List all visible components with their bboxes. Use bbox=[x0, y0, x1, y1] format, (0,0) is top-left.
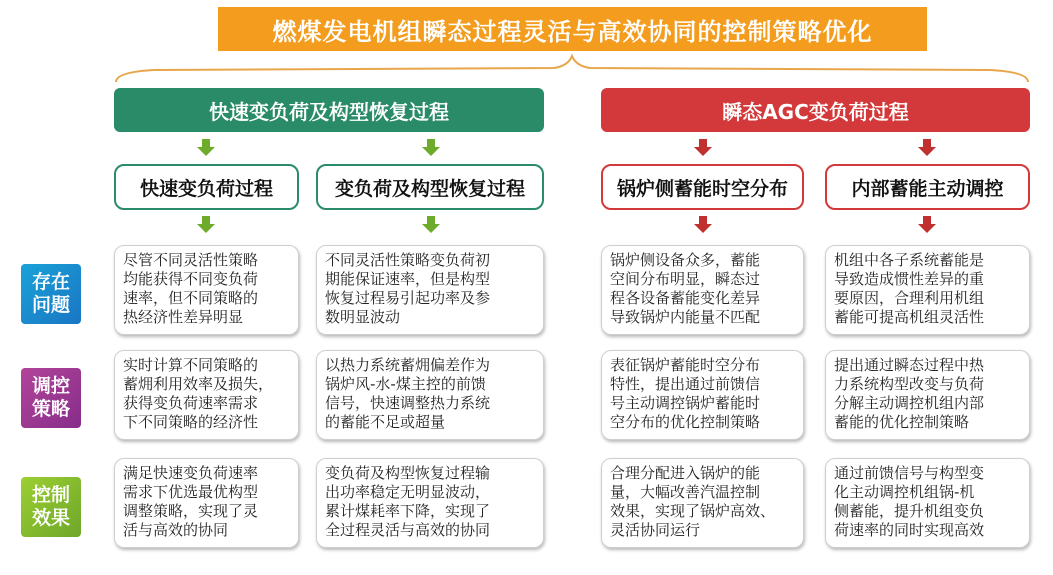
cell-problem-internal-storage: 机组中各子系统蓄能是 导致造成惯性差异的重 要原因，合理利用机组 蓄能可提高机组灵活性 bbox=[825, 245, 1030, 335]
cell-effect-config-recovery: 变负荷及构型恢复过程输 出功率稳定无明显波动， 累计煤耗率下降，实现了 全过程灵活与高效的协同 bbox=[316, 458, 544, 548]
column-header-load-config-recovery: 变负荷及构型恢复过程 bbox=[316, 164, 544, 210]
column-header-internal-storage-control: 内部蓄能主动调控 bbox=[825, 164, 1030, 210]
cell-strategy-fast-load: 实时计算不同策略的 蓄㶲利用效率及损失， 获得变负荷速率需求 下不同策略的经济性 bbox=[114, 350, 299, 440]
cell-effect-boiler-storage: 合理分配进入锅炉的能 量，大幅改善汽温控制 效果，实现了锅炉高效、 灵活协同运行 bbox=[601, 458, 804, 548]
cell-problem-config-recovery: 不同灵活性策略变负荷初 期能保证速率，但是构型 恢复过程易引起功率及参 数明显波动 bbox=[316, 245, 544, 335]
section-header-left: 快速变负荷及构型恢复过程 bbox=[114, 88, 544, 132]
cell-effect-internal-storage: 通过前馈信号与构型变 化主动调控机组锅-机 侧蓄能，提升机组变负 荷速率的同时实现高效 bbox=[825, 458, 1030, 548]
main-title: 燃煤发电机组瞬态过程灵活与高效协同的控制策略优化 bbox=[218, 7, 927, 51]
brace-connector bbox=[114, 52, 1030, 86]
cell-problem-fast-load: 尽管不同灵活性策略 均能获得不同变负荷 速率，但不同策略的 热经济性差异明显 bbox=[114, 245, 299, 335]
row-label-strategy: 调控 策略 bbox=[21, 368, 81, 428]
cell-strategy-boiler-storage: 表征锅炉蓄能时空分布 特性，提出通过前馈信 号主动调控锅炉蓄能时 空分布的优化控制策略 bbox=[601, 350, 804, 440]
row-label-effects: 控制 效果 bbox=[21, 477, 81, 537]
cell-effect-fast-load: 满足快速变负荷速率 需求下优选最优构型 调整策略，实现了灵 活与高效的协同 bbox=[114, 458, 299, 548]
cell-problem-boiler-storage: 锅炉侧设备众多，蓄能 空间分布明显，瞬态过 程各设备蓄能变化差异 导致锅炉内能量不匹配 bbox=[601, 245, 804, 335]
cell-strategy-internal-storage: 提出通过瞬态过程中热 力系统构型改变与负荷 分解主动调控机组内部 蓄能的优化控制策略 bbox=[825, 350, 1030, 440]
column-header-boiler-storage-distribution: 锅炉侧蓄能时空分布 bbox=[601, 164, 804, 210]
row-label-problems: 存在 问题 bbox=[21, 264, 81, 324]
column-header-fast-load-change: 快速变负荷过程 bbox=[114, 164, 299, 210]
cell-strategy-config-recovery: 以热力系统蓄㶲偏差作为 锅炉风-水-煤主控的前馈 信号，快速调整热力系统 的蓄能不足或超量 bbox=[316, 350, 544, 440]
section-header-right: 瞬态AGC变负荷过程 bbox=[601, 88, 1030, 132]
